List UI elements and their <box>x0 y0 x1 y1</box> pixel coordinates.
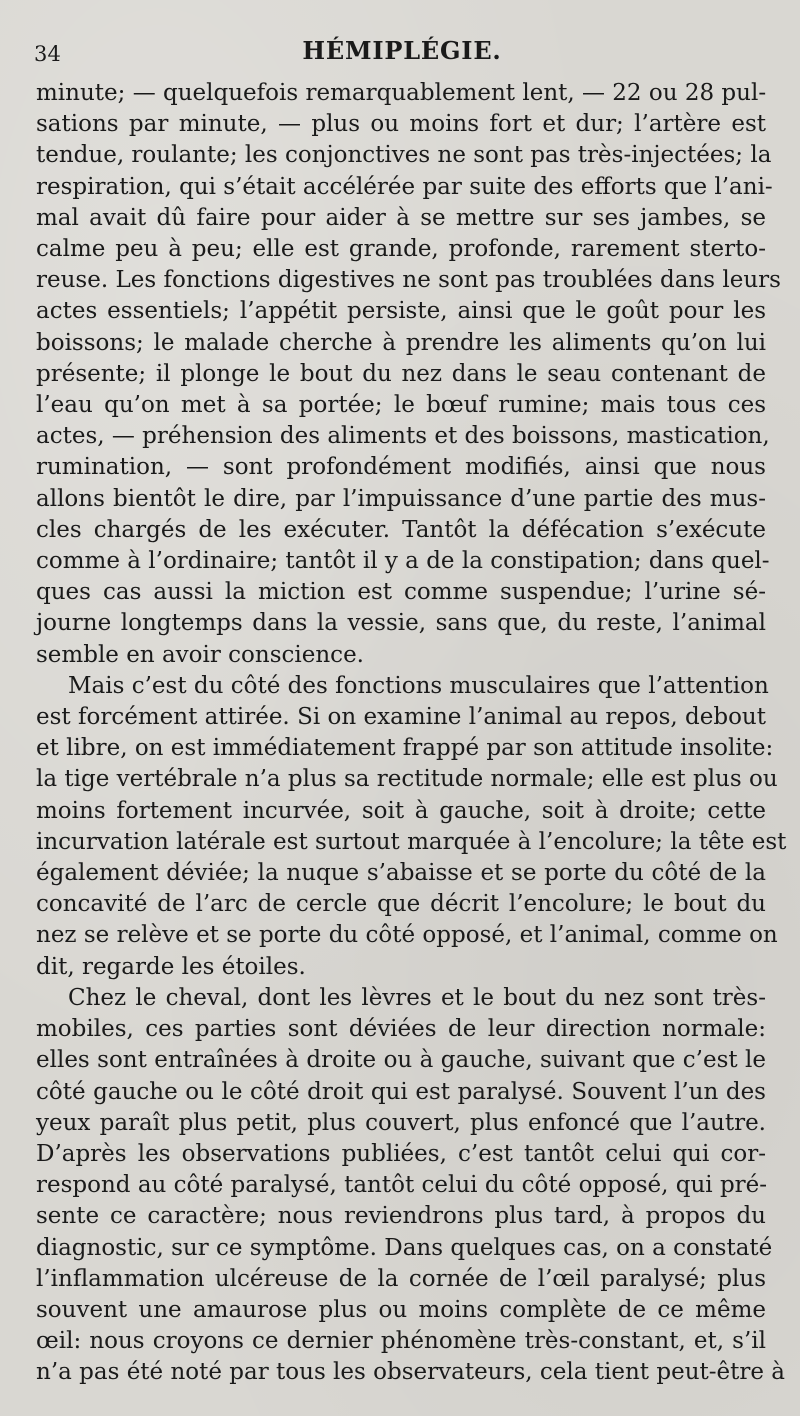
text-line: également déviée; la nuque s’abaisse et se porte du côté de la <box>36 860 766 887</box>
text-line: sations par minute, — plus ou moins fort et dur; l’artère est <box>36 111 766 138</box>
text-line: la tige vertébrale n’a plus sa rectitude normale; elle est plus ou <box>36 766 778 793</box>
text-line: l’inflammation ulcéreuse de la cornée de l’œil paralysé; plus <box>36 1265 766 1292</box>
text-line: est forcément attirée. Si on examine l’animal au repos, debout <box>36 704 766 731</box>
text-line: tendue, roulante; les conjonctives ne sont pas très-injectées; la <box>36 142 772 169</box>
text-line: respiration, qui s’était accélérée par suite des efforts que l’ani- <box>36 173 773 200</box>
text-line: respond au côté paralysé, tantôt celui du côté opposé, qui pré- <box>36 1172 768 1199</box>
text-line: concavité de l’arc de cercle que décrit l’encolure; le bout du <box>36 891 766 918</box>
text-line: ques cas aussi la miction est comme suspendue; l’urine sé- <box>36 579 766 606</box>
text-line: reuse. Les fonctions digestives ne sont pas troublées dans leurs <box>36 267 781 294</box>
text-line: sente ce caractère; nous reviendrons plus tard, à propos du <box>36 1203 766 1230</box>
text-line: l’eau qu’on met à sa portée; le bœuf rumine; mais tous ces <box>36 392 766 419</box>
text-line: Chez le cheval, dont les lèvres et le bout du nez sont très- <box>68 984 766 1011</box>
text-line: et libre, on est immédiatement frappé par son attitude insolite: <box>36 735 774 762</box>
text-line: mal avait dû faire pour aider à se mettre sur ses jambes, se <box>36 204 766 231</box>
text-line: présente; il plonge le bout du nez dans le seau contenant de <box>36 360 766 387</box>
text-line: mobiles, ces parties sont déviées de leur direction normale: <box>36 1016 766 1043</box>
text-line: Mais c’est du côté des fonctions musculaires que l’attention <box>68 672 769 699</box>
text-line: dit, regarde les étoiles. <box>36 953 306 980</box>
text-line: souvent une amaurose plus ou moins complète de ce même <box>36 1296 766 1323</box>
text-line: calme peu à peu; elle est grande, profonde, rarement sterto- <box>36 236 766 263</box>
text-line: boissons; le malade cherche à prendre les aliments qu’on lui <box>36 329 766 356</box>
text-line: actes, — préhension des aliments et des boissons, mastication, <box>36 423 770 450</box>
text-line: diagnostic, sur ce symptôme. Dans quelques cas, on a constaté <box>36 1234 773 1261</box>
text-line: comme à l’ordinaire; tantôt il y a de la constipation; dans quel- <box>36 548 770 575</box>
text-line: côté gauche ou le côté droit qui est paralysé. Souvent l’un des <box>36 1078 766 1105</box>
text-line: minute; — quelquefois remarquablement lent, — 22 ou 28 pul- <box>36 80 767 106</box>
text-line: œil: nous croyons ce dernier phénomène très-constant, et, s’il <box>36 1328 766 1355</box>
text-line: semble en avoir conscience. <box>36 641 364 668</box>
text-line: incurvation latérale est surtout marquée à l’encolure; la tête est <box>36 828 787 855</box>
text-line: D’après les observations publiées, c’est tantôt celui qui cor- <box>36 1140 766 1167</box>
text-line: elles sont entraînées à droite ou à gauche, suivant que c’est le <box>36 1047 766 1074</box>
text-line: yeux paraît plus petit, plus couvert, plus enfoncé que l’autre. <box>36 1109 766 1136</box>
text-line: rumination, — sont profondément modifiés, ainsi que nous <box>36 454 766 481</box>
body-text <box>36 78 787 1389</box>
text-line: cles chargés de les exécuter. Tantôt la défécation s’exécute <box>36 516 766 543</box>
page-number: 34 <box>34 42 62 66</box>
running-title: HÉMIPLÉGIE. <box>302 36 502 65</box>
text-line: n’a pas été noté par tous les observateurs, cela tient peut-être à <box>36 1359 786 1386</box>
text-line: nez se relève et se porte du côté opposé, et l’animal, comme on <box>36 922 778 949</box>
text-line: moins fortement incurvée, soit à gauche, soit à droite; cette <box>36 797 766 824</box>
text-line: actes essentiels; l’appétit persiste, ainsi que le goût pour les <box>36 298 766 325</box>
text-line: journe longtemps dans la vessie, sans que, du reste, l’animal <box>36 610 766 637</box>
page-header <box>34 36 770 64</box>
text-line: allons bientôt le dire, par l’impuissance d’une partie des mus- <box>36 485 766 512</box>
